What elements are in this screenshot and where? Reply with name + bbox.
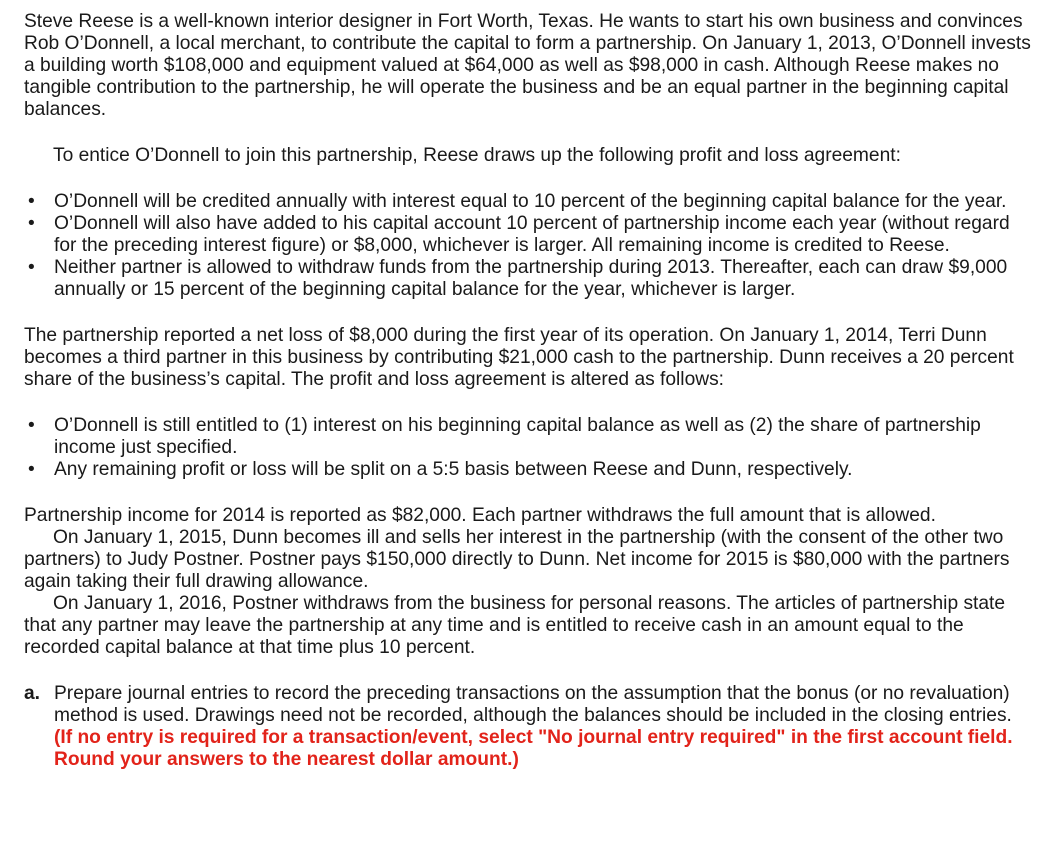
list-item: [24, 257, 1032, 301]
list-item-text: O’Donnell will be credited annually with interest equal to 10 percent of the beginning capital balance for the year.: [54, 191, 1007, 212]
list-item-text: Neither partner is allowed to withdraw funds from the partnership during 2013. Thereafter, each can draw $9,000 annually or 15 percent of the beginning capital balance for the year, whichever is larger.: [54, 257, 1008, 300]
list-item-text: Any remaining profit or loss will be split on a 5:5 basis between Reese and Dunn, respectively.: [54, 459, 853, 480]
bullet-icon: •: [28, 459, 35, 480]
dunn-sale-paragraph: On January 1, 2015, Dunn becomes ill and sells her interest in the partnership (with the consent of the other two partners) to Judy Postner. Postner pays $150,000 directly to Dunn. Net income for 2015 is $80,000 with the partners again taking their full drawing allowance.: [24, 527, 1010, 592]
task-a: [24, 683, 1032, 771]
list-item: [24, 191, 1032, 213]
list-item: [24, 459, 1032, 481]
list-item: [24, 213, 1032, 257]
intro-paragraph: Steve Reese is a well-known interior designer in Fort Worth, Texas. He wants to start his own business and convinces Rob O’Donnell, a local merchant, to contribute the capital to form a partnership. On January 1, 2013, O’Donnell invests a building worth $108,000 and equipment valued at $64,000 as well as $98,000 in cash. Although Reese makes no tangible contribution to the partnership, he will operate the business and be an equal partner in the beginning capital balances.: [24, 11, 1031, 120]
bullet-icon: •: [28, 257, 35, 278]
task-text: [54, 683, 1032, 771]
net-loss-paragraph: The partnership reported a net loss of $8,000 during the first year of its operation. On January 1, 2014, Terri Dunn becomes a third partner in this business by contributing $21,000 cash to the partnership. Dunn receives a 20 percent share of the business’s capital. The profit and loss agreement is altered as follows:: [24, 325, 1014, 390]
agreement-intro-paragraph: To entice O’Donnell to join this partnership, Reese draws up the following profit and loss agreement:: [53, 145, 901, 166]
bullet-icon: •: [28, 191, 35, 212]
agreement-list: [24, 191, 1032, 301]
task-description: Prepare journal entries to record the preceding transactions on the assumption that the bonus (or no revaluation) method is used. Drawings need not be recorded, although the balances should be included in the closing entries.: [54, 683, 1012, 726]
list-item: [24, 415, 1032, 459]
list-item-text: O’Donnell will also have added to his capital account 10 percent of partnership income each year (without regard for the preceding interest figure) or $8,000, whichever is larger. All remaining income is credited to Reese.: [54, 213, 1010, 256]
task-letter: a.: [24, 683, 41, 704]
altered-agreement-list: [24, 415, 1032, 481]
postner-withdrawal-paragraph: On January 1, 2016, Postner withdraws from the business for personal reasons. The articles of partnership state that any partner may leave the partnership at any time and is entitled to receive cash in an amount equal to the recorded capital balance at that time plus 10 percent.: [24, 593, 1006, 658]
bullet-icon: •: [28, 213, 35, 234]
income-2014-paragraph: Partnership income for 2014 is reported as $82,000. Each partner withdraws the full amount that is allowed.: [24, 505, 936, 526]
list-item-text: O’Donnell is still entitled to (1) interest on his beginning capital balance as well as (2) the share of partnership income just specified.: [54, 415, 981, 458]
bullet-icon: •: [28, 415, 35, 436]
task-instruction: (If no entry is required for a transaction/event, select "No journal entry required" in the first account field. Round your answers to the nearest dollar amount.): [54, 727, 1013, 770]
